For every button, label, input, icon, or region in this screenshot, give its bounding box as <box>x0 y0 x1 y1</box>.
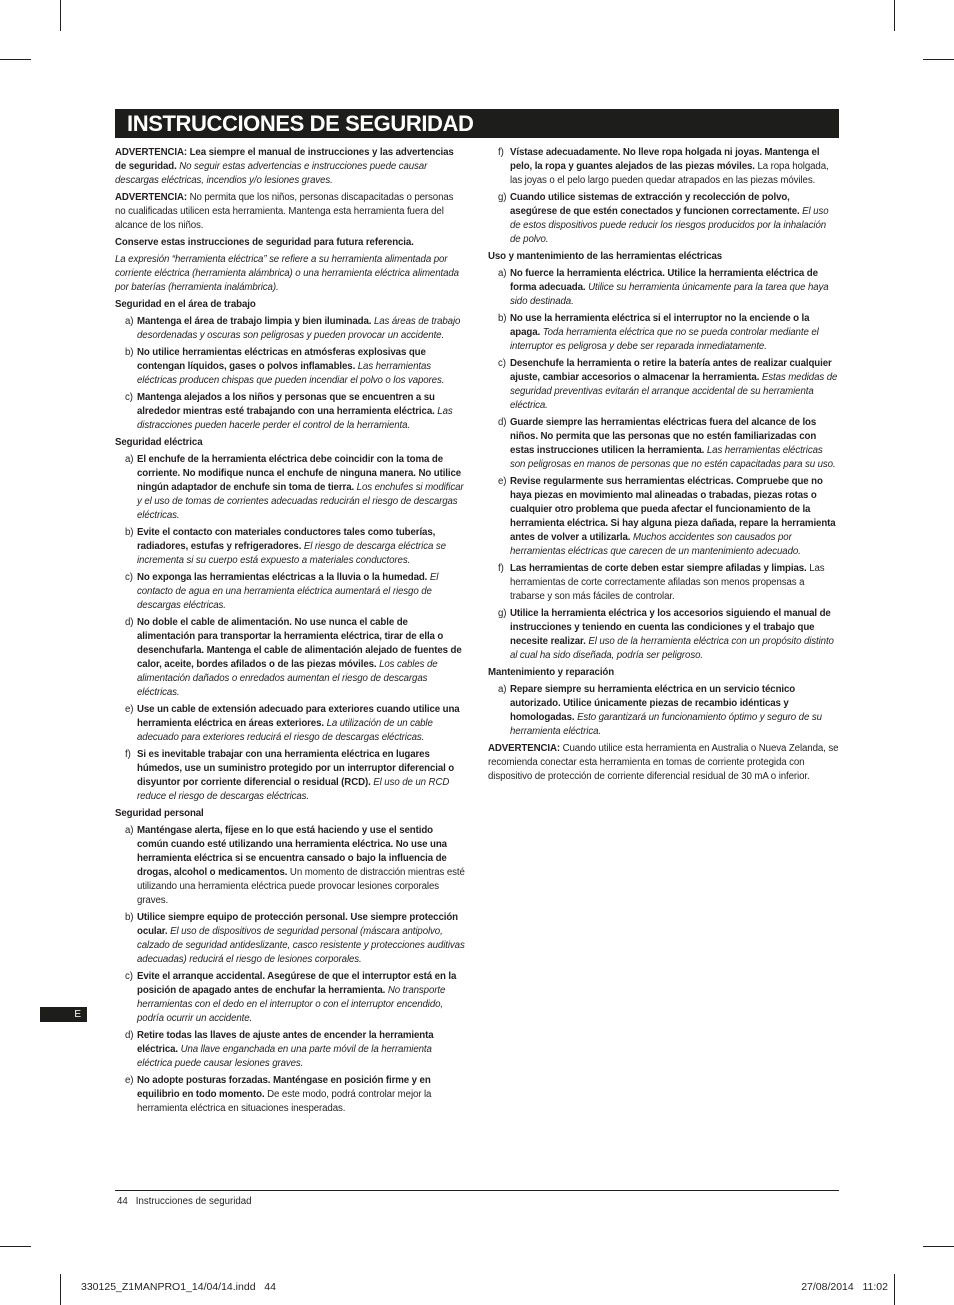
list-item <box>115 703 466 745</box>
right-column <box>488 146 839 787</box>
list-item-letter: a) <box>125 454 134 465</box>
list-item <box>488 357 839 413</box>
list-item-letter: c) <box>125 572 133 583</box>
section-heading: Uso y mantenimiento de las herramientas eléctricas <box>488 251 723 262</box>
italic-text: La utilización de un cable adecuado para exteriores reducirá el riesgo de descargas eléctricas. <box>137 718 433 743</box>
list-item-letter: d) <box>125 617 134 628</box>
bold-text: No utilice herramientas eléctricas en atmósferas explosivas que contengan líquidos, gases o polvos inflamables. <box>137 347 426 372</box>
list-item-letter: b) <box>125 527 134 538</box>
list-item <box>115 571 466 613</box>
italic-text: Los enchufes si modificar y el uso de tomas de corrientes adecuadas reducirán el riesgo de descargas eléctricas. <box>137 482 464 521</box>
italic-text: Las herramientas eléctricas producen chispas que pueden incendiar el polvo o los vapores. <box>137 361 445 386</box>
italic-text: El uso de un RCD reduce el riesgo de descargas eléctricas. <box>137 777 450 802</box>
bold-text: Evite el arranque accidental. Asegúrese de que el interruptor está en la posición de apagado antes de enchufar la herramienta. <box>137 971 457 996</box>
italic-text: El uso de dispositivos de seguridad personal (máscara antipolvo, calzado de seguridad antideslizante, casco resistente y protecciones auditivas adecuadas) reducirá el riesgo de lesiones corporales. <box>137 926 465 965</box>
crop-mark-top-right-horizontal <box>923 59 954 60</box>
bold-text: Vístase adecuadamente. No lleve ropa holgada ni joyas. Mantenga el pelo, la ropa y guantes alejados de las piezas móviles. <box>510 147 820 172</box>
italic-text: El riesgo de descarga eléctrica se incrementa si su cuerpo está expuesto a materiales conductores. <box>137 541 446 566</box>
italic-text: Los cables de alimentación dañados o enredados aumentan el riesgo de descargas eléctricas. <box>137 659 438 698</box>
list-item-letter: b) <box>498 313 507 324</box>
footer-section-title: Instrucciones de seguridad <box>135 1196 252 1207</box>
bold-text: Mantenga el área de trabajo limpia y bien iluminada. <box>137 316 372 327</box>
bold-text: Utilice la herramienta eléctrica y los accesorios siguiendo el manual de instrucciones y teniendo en cuenta las condiciones y el trabajo que necesite realizar. <box>510 608 831 647</box>
list-item <box>488 267 839 309</box>
crop-mark-bottom-right-horizontal <box>923 1246 954 1247</box>
bold-text: Manténgase alerta, fíjese en lo que está haciendo y use el sentido común cuando esté utilizando una herramienta eléctrica. No use una herramienta eléctrica si se encuentra cansado o bajo la influencia de drogas, alcohol o medicamentos. <box>137 825 447 878</box>
bold-text: Conserve estas instrucciones de seguridad para futura referencia. <box>115 237 414 248</box>
crop-mark-top-left-vertical <box>60 0 61 31</box>
list-item <box>488 312 839 354</box>
italic-text: El uso de la herramienta eléctrica con un propósito distinto al cual ha sido diseñada, podría ser peligroso. <box>510 636 834 661</box>
paragraph <box>115 253 466 295</box>
list-item-letter: e) <box>498 476 507 487</box>
list-item <box>115 911 466 967</box>
list-item <box>115 526 466 568</box>
text: La ropa holgada, las joyas o el pelo largo pueden quedar atrapados en las piezas móviles. <box>510 161 829 186</box>
page-footer <box>117 1195 252 1209</box>
list-item <box>488 562 839 604</box>
bold-text: Las herramientas de corte deben estar siempre afiladas y limpias. <box>510 563 807 574</box>
crop-mark-bottom-left-horizontal <box>0 1246 31 1247</box>
list-item <box>115 1074 466 1116</box>
list-item-letter: c) <box>498 358 506 369</box>
bold-text: Use un cable de extensión adecuado para exteriores cuando utilice una herramienta eléctrica en áreas exteriores. <box>137 704 460 729</box>
list-item-letter: d) <box>125 1030 134 1041</box>
list-item <box>488 607 839 663</box>
list-item <box>115 346 466 388</box>
list-item-letter: b) <box>125 912 134 923</box>
crop-mark-bottom-right-vertical <box>894 1274 895 1305</box>
bold-text: Retire todas las llaves de ajuste antes de encender la herramienta eléctrica. <box>137 1030 434 1055</box>
bold-text: Revise regularmente sus herramientas eléctricas. Compruebe que no haya piezas en movimiento mal alineadas o trabadas, piezas rotas o cualquier otro problema que pueda afectar el funcionamiento de la herramienta eléctrica. Si hay alguna pieza dañada, repare la herramienta antes de volver a utilizarla. <box>510 476 836 543</box>
list-item <box>115 453 466 523</box>
list-item <box>488 191 839 247</box>
list-item-letter: f) <box>125 749 131 760</box>
list-item-letter: f) <box>498 563 504 574</box>
page-number: 44 <box>117 1196 128 1207</box>
list-item-letter: a) <box>125 316 134 327</box>
italic-text: Toda herramienta eléctrica que no se pueda controlar mediante el interruptor es peligrosa y debe ser reparada inmediatamente. <box>510 327 819 352</box>
bold-text: Guarde siempre las herramientas eléctricas fuera del alcance de los niños. No permita que las personas que no estén familiarizadas con estas instrucciones utilicen la herramienta. <box>510 417 817 456</box>
italic-text: La expresión “herramienta eléctrica” se refiere a su herramienta alimentada por corriente eléctrica (herramienta alámbrica) o una herramienta eléctrica alimentada por baterías (herramienta inalámbrica). <box>115 254 459 293</box>
list-item-letter: a) <box>498 684 507 695</box>
bold-text: Evite el contacto con materiales conductores tales como tuberías, radiadores, estufas y refrigeradores. <box>137 527 436 552</box>
text: Un momento de distracción mientras esté utilizando una herramienta eléctrica puede provocar lesiones corporales graves. <box>137 867 465 906</box>
page-title: INSTRUCCIONES DE SEGURIDAD <box>115 109 839 138</box>
list-item-letter: g) <box>498 192 507 203</box>
footer-rule <box>115 1190 839 1191</box>
print-slug-file: 330125_Z1MANPRO1_14/04/14.indd 44 <box>81 1281 276 1293</box>
italic-text: El contacto de agua en una herramienta eléctrica aumentará el riesgo de descargas eléctricas. <box>137 572 439 611</box>
paragraph <box>488 742 839 784</box>
italic-text: Las herramientas eléctricas son peligrosas en manos de personas que no estén capacitadas para su uso. <box>510 445 836 470</box>
list-item-letter: e) <box>125 1075 134 1086</box>
left-column <box>115 146 466 1119</box>
italic-text: No transporte herramientas con el dedo en el interruptor o con el interruptor encendido, podría ocurrir un accidente. <box>137 985 446 1024</box>
bold-text: No doble el cable de alimentación. No use nunca el cable de alimentación para transportar la herramienta eléctrica, tirar de ella o desenchufarla. Mantenga el cable de alimentación alejado de fuentes de calor, aceite, bordes afilados o de las piezas móviles. <box>137 617 462 670</box>
text: Cuando utilice esta herramienta en Australia o Nueva Zelanda, se recomienda conectar esta herramienta en tomas de corriente protegida con dispositivo de protección de corriente diferencial residual de 30 mA o inferior. <box>488 743 839 782</box>
list-item <box>115 616 466 700</box>
text: No permita que los niños, personas discapacitadas o personas no cualificadas utilicen esta herramienta. Mantenga esta herramienta fuera del alcance de los niños. <box>115 192 454 231</box>
list-item <box>488 146 839 188</box>
paragraph <box>115 146 466 188</box>
list-item <box>115 824 466 908</box>
italic-text: Las áreas de trabajo desordenadas y oscuras son peligrosas y pueden provocar un accidente. <box>137 316 461 341</box>
list-item <box>115 1029 466 1071</box>
list-item <box>115 970 466 1026</box>
list-item-letter: d) <box>498 417 507 428</box>
list-item-letter: a) <box>498 268 507 279</box>
list-item-letter: g) <box>498 608 507 619</box>
bold-text: Mantenga alejados a los niños y personas que se encuentren a su alrededor mientras esté trabajando con una herramienta eléctrica. <box>137 392 435 417</box>
italic-text: Esto garantizará un funcionamiento óptimo y seguro de su herramienta eléctrica. <box>510 712 822 737</box>
bold-text: Cuando utilice sistemas de extracción y recolección de polvo, asegúrese de que estén conectados y funcionen correctamente. <box>510 192 800 217</box>
italic-text: Utilice su herramienta únicamente para la tarea que haya sido destinada. <box>510 282 829 307</box>
list-item <box>488 683 839 739</box>
crop-mark-top-right-vertical <box>894 0 895 31</box>
italic-text: Una llave enganchada en una parte móvil de la herramienta eléctrica puede causar lesiones graves. <box>137 1044 432 1069</box>
text: Las herramientas de corte correctamente afiladas son menos propensas a trabarse y son más fáciles de controlar. <box>510 563 825 602</box>
bold-text: Si es inevitable trabajar con una herramienta eléctrica en lugares húmedos, use un suministro protegido por un interruptor diferencial o disyuntor por corriente diferencial o residual (RCD). <box>137 749 455 788</box>
bold-text: No fuerce la herramienta eléctrica. Utilice la herramienta eléctrica de forma adecuada. <box>510 268 818 293</box>
text: De este modo, podrá controlar mejor la herramienta eléctrica en situaciones inesperadas. <box>137 1089 432 1114</box>
bold-text: ADVERTENCIA: <box>115 192 187 203</box>
list-item-letter: c) <box>125 392 133 403</box>
crop-mark-top-left-horizontal <box>0 59 31 60</box>
list-item-letter: a) <box>125 825 134 836</box>
section-heading: Seguridad eléctrica <box>115 437 203 448</box>
bold-text: No adopte posturas forzadas. Manténgase en posición firme y en equilibrio en todo momento. <box>137 1075 431 1100</box>
italic-text: Las distracciones pueden hacerle perder el control de la herramienta. <box>137 406 453 431</box>
bold-text: El enchufe de la herramienta eléctrica debe coincidir con la toma de corriente. No modifique nunca el enchufe de ninguna manera. No utilice ningún adaptador de enchufe sin toma de tierra. <box>137 454 462 493</box>
bold-text: Utilice siempre equipo de protección personal. Use siempre protección ocular. <box>137 912 458 937</box>
list-item <box>115 391 466 433</box>
list-item <box>115 748 466 804</box>
italic-text: No seguir estas advertencias e instrucciones puede causar descargas eléctricas, incendios y/o lesiones graves. <box>115 161 428 186</box>
list-item <box>115 315 466 343</box>
bold-text: ADVERTENCIA: Lea siempre el manual de instrucciones y las advertencias de seguridad. <box>115 147 454 172</box>
italic-text: Muchos accidentes son causados por herramientas eléctricas que carecen de un mantenimiento adecuado. <box>510 532 801 557</box>
bold-text: No use la herramienta eléctrica si el interruptor no la enciende o la apaga. <box>510 313 810 338</box>
section-heading: Mantenimiento y reparación <box>488 667 615 678</box>
section-heading: Seguridad en el área de trabajo <box>115 299 256 310</box>
bold-text: Repare siempre su herramienta eléctrica en un servicio técnico autorizado. Utilice únicamente piezas de recambio idénticas y homologadas. <box>510 684 796 723</box>
list-item <box>488 416 839 472</box>
list-item-letter: c) <box>125 971 133 982</box>
crop-mark-bottom-left-vertical <box>60 1274 61 1305</box>
list-item <box>488 475 839 559</box>
paragraph <box>115 191 466 233</box>
bold-text: Desenchufe la herramienta o retire la batería antes de realizar cualquier ajuste, cambiar accesorios o almacenar la herramienta. <box>510 358 832 383</box>
bold-text: No exponga las herramientas eléctricas a la lluvia o la humedad. <box>137 572 428 583</box>
section-heading: Seguridad personal <box>115 808 204 819</box>
print-slug-date: 27/08/2014 11:02 <box>801 1281 888 1293</box>
italic-text: El uso de estos dispositivos puede reducir los riesgos producidos por la inhalación de polvo. <box>510 206 829 245</box>
bold-text: ADVERTENCIA: <box>488 743 560 754</box>
list-item-letter: e) <box>125 704 134 715</box>
language-tab: E <box>40 1007 87 1022</box>
italic-text: Estas medidas de seguridad preventivas evitarán el arranque accidental de su herramienta eléctrica. <box>510 372 838 411</box>
paragraph <box>115 236 466 250</box>
list-item-letter: f) <box>498 147 504 158</box>
list-item-letter: b) <box>125 347 134 358</box>
